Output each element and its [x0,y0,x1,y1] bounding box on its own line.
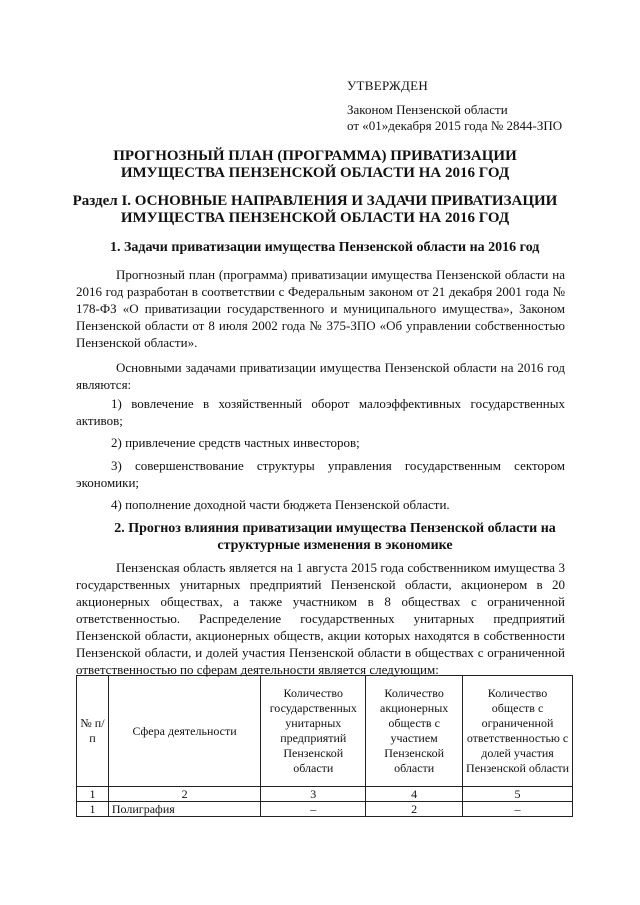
paragraph-tasks-intro: Основными задачами приватизации имущества Пензенской области на 2016 год являются: [76,360,565,392]
table-cell: 1 [77,802,109,817]
heading-line: структурные изменения в экономике [217,538,453,553]
col-header-llc: Количество обществ с ограниченной ответственностью с долей участия Пензенской области [463,676,573,787]
col-header-number: № п/п [77,676,109,787]
section-title [60,193,570,227]
approval-date: от «01»декабря 2015 года № 2844-ЗПО [347,118,563,133]
table-cell: 1 [77,787,109,802]
table-cell: 2 [108,787,260,802]
list-item: 3) совершенствование структуры управления государственным сектором экономики; [76,458,565,490]
table-cell: Полиграфия [108,802,260,817]
heading-line: 2. Прогноз влияния приватизации имущества Пензенской области на [114,521,556,536]
col-header-enterprises: Количество государственных унитарных предприятий Пензенской области [261,676,366,787]
title-line: ИМУЩЕСТВА ПЕНЗЕНСКОЙ ОБЛАСТИ НА 2016 ГОД [120,165,510,181]
table-column-numbers-row [77,787,573,802]
paragraph-ownership: Пензенская область является на 1 августа 2015 года собственником имущества 3 государственных унитарных предприятий Пензенской области, акционером в 20 акционерных обществах, а также участником в 8 обществах с ограниченной ответственностью. Распределение государственных унитарных предприятий Пензенской области, акционерных обществ, акции которых находятся в собственности Пензенской области, и долей участия Пензенской области в обществах с ограниченной ответственностью по сферам деятельности является следующим: [76,560,565,677]
list-item: 1) вовлечение в хозяйственный оборот малоэффективных государственных активов; [76,396,565,428]
section-line: Раздел I. ОСНОВНЫЕ НАПРАВЛЕНИЯ И ЗАДАЧИ ПРИВАТИЗАЦИИ [72,193,558,209]
paragraph-basis: Прогнозный план (программа) приватизации имущества Пензенской области на 2016 год разработан в соответствии с Федеральным законом от 21 декабря 2001 года № 178-ФЗ «О приватизации государственного и муниципального имущества», Законом Пензенской области от 8 июля 2002 года № 375-ЗПО «Об управлении собственностью Пензенской области». [76,267,565,350]
table-header-row [77,676,573,787]
approval-label: УТВЕРЖДЕН [347,78,429,93]
col-header-joint-stock: Количество акционерных обществ с участием Пензенской области [366,676,463,787]
section-line: ИМУЩЕСТВА ПЕНЗЕНСКОЙ ОБЛАСТИ НА 2016 ГОД [120,210,510,226]
heading-tasks: 1. Задачи приватизации имущества Пензенской области на 2016 год [110,240,540,255]
task-list [76,395,565,518]
table-cell: 2 [366,802,463,817]
table-cell: 3 [261,787,366,802]
list-item: 4) пополнение доходной части бюджета Пензенской области. [111,497,450,512]
table-row [77,802,573,817]
table-cell: 5 [463,787,573,802]
distribution-table [76,675,573,817]
table-cell: 4 [366,787,463,802]
col-header-sphere: Сфера деятельности [108,676,260,787]
document-title [60,148,570,182]
approval-line: Законом Пензенской области [347,102,508,117]
heading-forecast [100,520,570,554]
approval-stamp [347,78,562,134]
table-cell: – [463,802,573,817]
title-line: ПРОГНОЗНЫЙ ПЛАН (ПРОГРАММА) ПРИВАТИЗАЦИИ [113,148,517,164]
table-cell: – [261,802,366,817]
list-item: 2) привлечение средств частных инвесторов; [111,435,360,450]
